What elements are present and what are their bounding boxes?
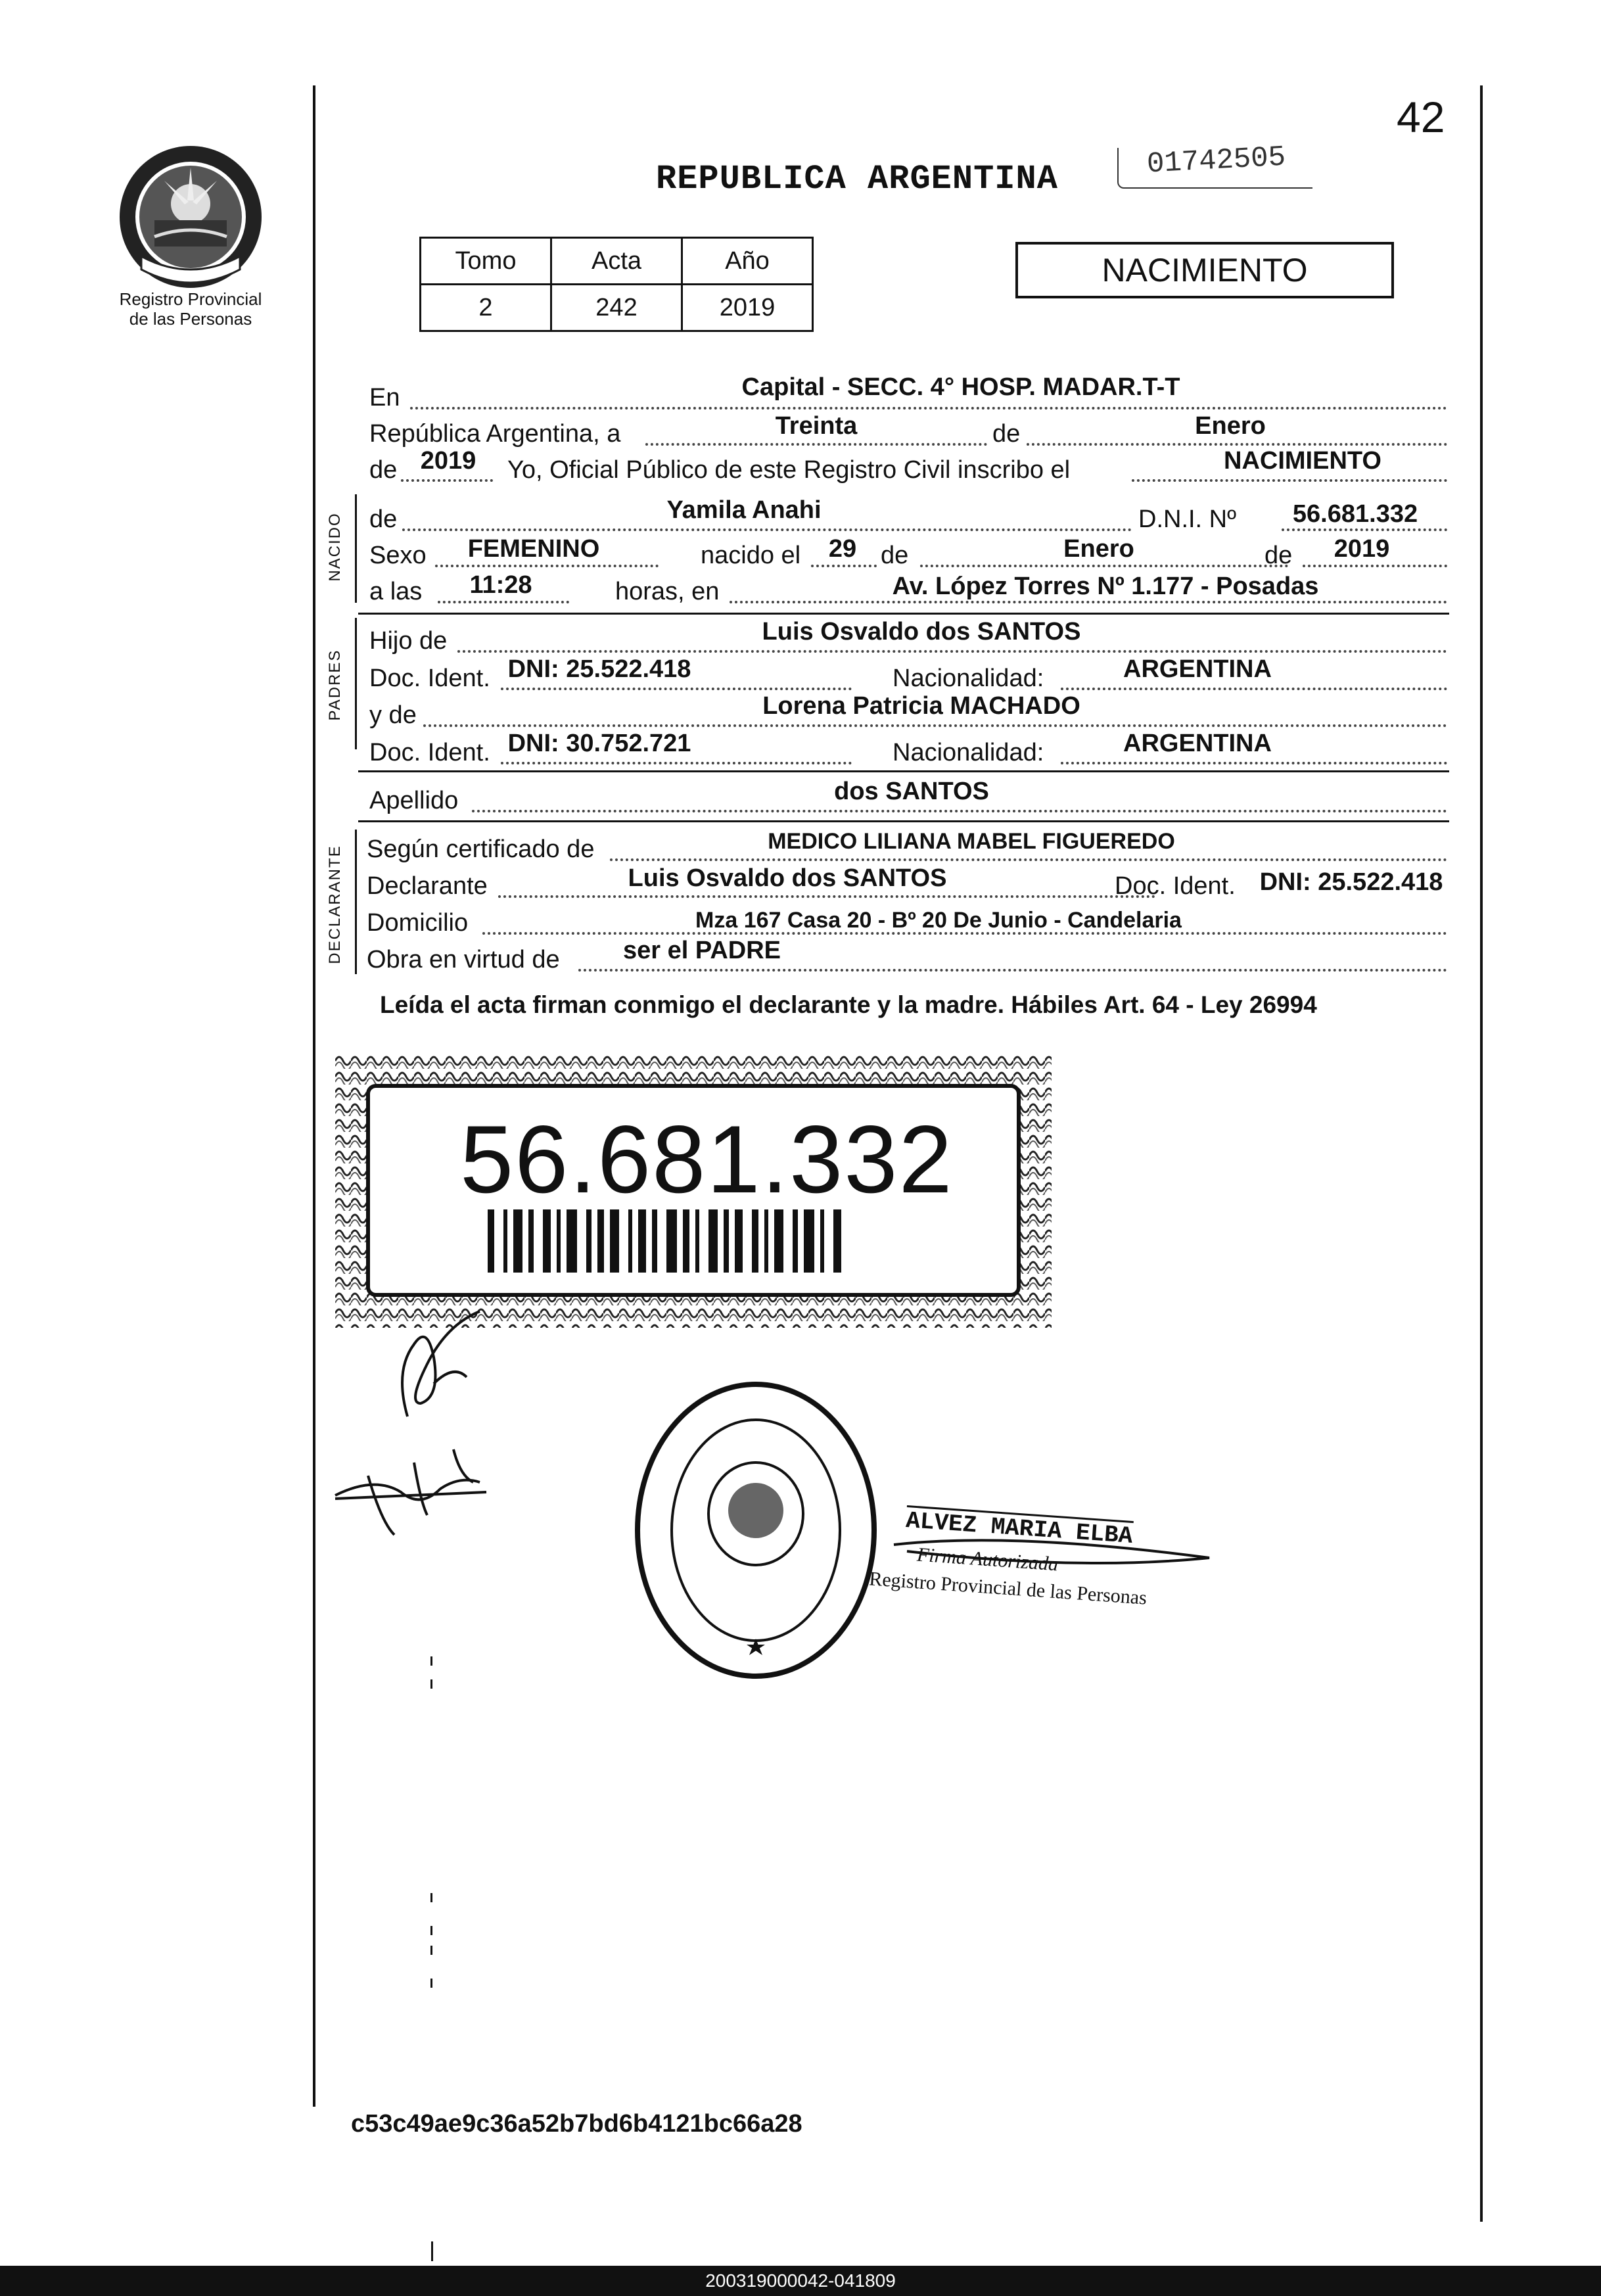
obra-value: ser el PADRE	[622, 937, 781, 964]
barcode-bar	[708, 1209, 718, 1273]
en-label: En	[369, 384, 400, 411]
mother-nationality-label: Nacionalidad:	[893, 739, 1044, 766]
barcode-bar	[567, 1209, 577, 1273]
cert-label: Según certificado de	[367, 835, 595, 863]
sticker-dni-number: 56.681.332	[460, 1106, 954, 1213]
serial-number: 01742505	[1146, 141, 1287, 181]
father-doc-label: Doc. Ident.	[369, 665, 490, 692]
apellido-line	[369, 778, 1447, 814]
horas-label: horas, en	[615, 578, 720, 605]
logo-caption-line1: Registro Provincial	[119, 289, 262, 309]
nacido-el-label: nacido el	[701, 542, 801, 569]
declarante-doc-label: Doc. Ident.	[1115, 872, 1236, 900]
declarante-line-2	[367, 864, 1447, 900]
barcode-bar	[735, 1209, 743, 1273]
declarante-line-1	[367, 829, 1447, 863]
de-label: de	[992, 420, 1021, 448]
anio-value: 2019	[682, 285, 813, 331]
domicilio-value: Mza 167 Casa 20 - Bº 20 De Junio - Candelaria	[695, 908, 1182, 933]
intro-line-2	[369, 412, 1447, 448]
nacido-de-label-3: de	[1265, 542, 1293, 569]
margin-mark-3	[430, 1893, 432, 1902]
place-value: Capital - SECC. 4° HOSP. MADAR.T-T	[741, 373, 1180, 401]
page-number: 42	[1397, 93, 1445, 141]
barcode-bar	[488, 1209, 494, 1273]
barcode-bar	[820, 1209, 824, 1273]
barcode-bar	[638, 1209, 646, 1273]
barcode-bar	[628, 1209, 632, 1273]
nacido-bracket	[355, 494, 357, 603]
dni-label: D.N.I. Nº	[1138, 505, 1236, 533]
officer-organization: Registro Provincial de las Personas	[868, 1568, 1148, 1609]
mother-nationality: ARGENTINA	[1123, 730, 1272, 757]
nacido-line-3	[369, 571, 1447, 605]
left-margin-line	[313, 85, 315, 2107]
padres-bracket	[355, 618, 357, 749]
declarante-doc: DNI: 25.522.418	[1259, 868, 1443, 896]
birth-address: Av. López Torres Nº 1.177 - Posadas	[892, 573, 1319, 600]
month-value: Enero	[1195, 412, 1266, 440]
father-nationality: ARGENTINA	[1123, 655, 1272, 683]
birth-day: 29	[828, 535, 857, 563]
declarante-name: Luis Osvaldo dos SANTOS	[628, 864, 947, 892]
barcode-bar	[804, 1209, 814, 1273]
barcode-bar	[683, 1209, 689, 1273]
nacido-side-label: NACIDO	[326, 512, 344, 582]
anio-header: Año	[682, 238, 813, 285]
padres-line-1	[369, 618, 1447, 655]
barcode-bar	[586, 1209, 592, 1273]
apellido-divider	[358, 820, 1449, 822]
year-value: 2019	[420, 447, 476, 475]
provincial-registry-logo	[115, 141, 266, 293]
margin-mark-4	[430, 1926, 432, 1935]
barcode-bar	[793, 1209, 798, 1273]
intro-line-1	[369, 373, 1447, 411]
officer-name: ALVEZ MARIA ELBA	[904, 1507, 1134, 1551]
day-words: Treinta	[775, 412, 858, 440]
sexo-value: FEMENINO	[467, 535, 600, 563]
barcode-bar	[610, 1209, 619, 1273]
obra-label: Obra en virtud de	[367, 946, 560, 973]
logo-caption	[92, 289, 289, 329]
document-hash: c53c49ae9c36a52b7bd6b4121bc66a28	[351, 2110, 802, 2138]
de2-label: de	[369, 456, 398, 484]
barcode-bar	[503, 1209, 507, 1273]
barcode-bar	[513, 1209, 522, 1273]
declarante-side-label: DECLARANTE	[326, 845, 344, 964]
father-name: Luis Osvaldo dos SANTOS	[762, 618, 1081, 645]
tomo-value: 2	[421, 285, 551, 331]
nacido-line-2	[369, 535, 1447, 569]
document-title: REPUBLICA ARGENTINA	[656, 160, 1058, 199]
statement-text: Yo, Oficial Público de este Registro Civil inscribo el	[507, 456, 1071, 484]
official-stamp-seal	[631, 1379, 881, 1681]
barcode-bar	[543, 1209, 551, 1273]
hijo-de-label: Hijo de	[369, 627, 448, 655]
mother-name: Lorena Patricia MACHADO	[762, 692, 1080, 720]
declarante-line-4	[367, 937, 1447, 973]
barcode-bar	[752, 1209, 758, 1273]
nacido-divider	[358, 613, 1449, 615]
padres-line-4	[369, 730, 1447, 766]
margin-mark-5	[430, 1946, 432, 1955]
handwritten-signature-declarant	[368, 1305, 513, 1430]
acta-value: 242	[551, 285, 682, 331]
birth-year: 2019	[1334, 535, 1390, 563]
declarante-bracket	[355, 830, 357, 974]
officer-role: Firma Autorizada	[916, 1543, 1059, 1576]
father-nationality-label: Nacionalidad:	[893, 665, 1044, 692]
nacido-de-label-2: de	[881, 542, 909, 569]
margin-mark-1	[430, 1656, 432, 1666]
child-name: Yamila Anahi	[666, 496, 822, 524]
logo-caption-line2: de las Personas	[129, 309, 252, 329]
mother-doc: DNI: 30.752.721	[507, 730, 691, 757]
padres-side-label: PADRES	[326, 649, 344, 721]
alas-label: a las	[369, 578, 423, 605]
barcode-bar	[724, 1209, 729, 1273]
apellido-value: dos SANTOS	[834, 778, 989, 805]
apellido-label: Apellido	[369, 787, 459, 814]
sexo-label: Sexo	[369, 542, 427, 569]
barcode-bar	[764, 1209, 768, 1273]
barcode-bar	[557, 1209, 561, 1273]
father-doc: DNI: 25.522.418	[507, 655, 691, 683]
nacido-de-label: de	[369, 505, 398, 533]
birth-time: 11:28	[469, 571, 532, 599]
barcode-bar	[652, 1209, 657, 1273]
declarante-label: Declarante	[367, 872, 488, 900]
padres-divider	[358, 770, 1449, 772]
barcode-bar	[774, 1209, 783, 1273]
yde-label: y de	[369, 701, 417, 729]
padres-line-3	[369, 692, 1447, 729]
barcode-bar	[528, 1209, 534, 1273]
registry-table	[419, 237, 814, 332]
birth-month: Enero	[1063, 535, 1134, 563]
act-type-box: NACIMIENTO	[1015, 242, 1394, 298]
left-margin-line-lower	[431, 2241, 433, 2261]
child-dni: 56.681.332	[1292, 500, 1418, 528]
declarante-line-3	[367, 910, 1447, 936]
republica-label: República Argentina, a	[369, 420, 621, 448]
mother-doc-label: Doc. Ident.	[369, 739, 490, 766]
act-value: NACIMIENTO	[1224, 447, 1381, 475]
padres-line-2	[369, 655, 1447, 692]
tomo-header: Tomo	[421, 238, 551, 285]
margin-mark-6	[430, 1979, 432, 1988]
handwritten-signature-mother	[322, 1436, 499, 1541]
barcode-bar	[833, 1209, 841, 1273]
domicilio-label: Domicilio	[367, 909, 469, 937]
nacido-line-1	[369, 496, 1447, 533]
cert-value: MEDICO LILIANA MABEL FIGUEREDO	[768, 829, 1175, 854]
barcode-bar	[666, 1209, 677, 1273]
barcode-bar	[695, 1209, 699, 1273]
barcode-bar	[597, 1209, 604, 1273]
footer-bar	[0, 2266, 1601, 2296]
margin-mark-2	[430, 1679, 432, 1689]
footer-document-id: 200319000042-041809	[705, 2270, 896, 2291]
intro-line-3	[369, 447, 1447, 484]
closing-statement: Leída el acta firman conmigo el declarante y la madre. Hábiles Art. 64 - Ley 26994	[380, 991, 1317, 1018]
acta-header: Acta	[551, 238, 682, 285]
right-margin-line	[1480, 85, 1483, 2222]
